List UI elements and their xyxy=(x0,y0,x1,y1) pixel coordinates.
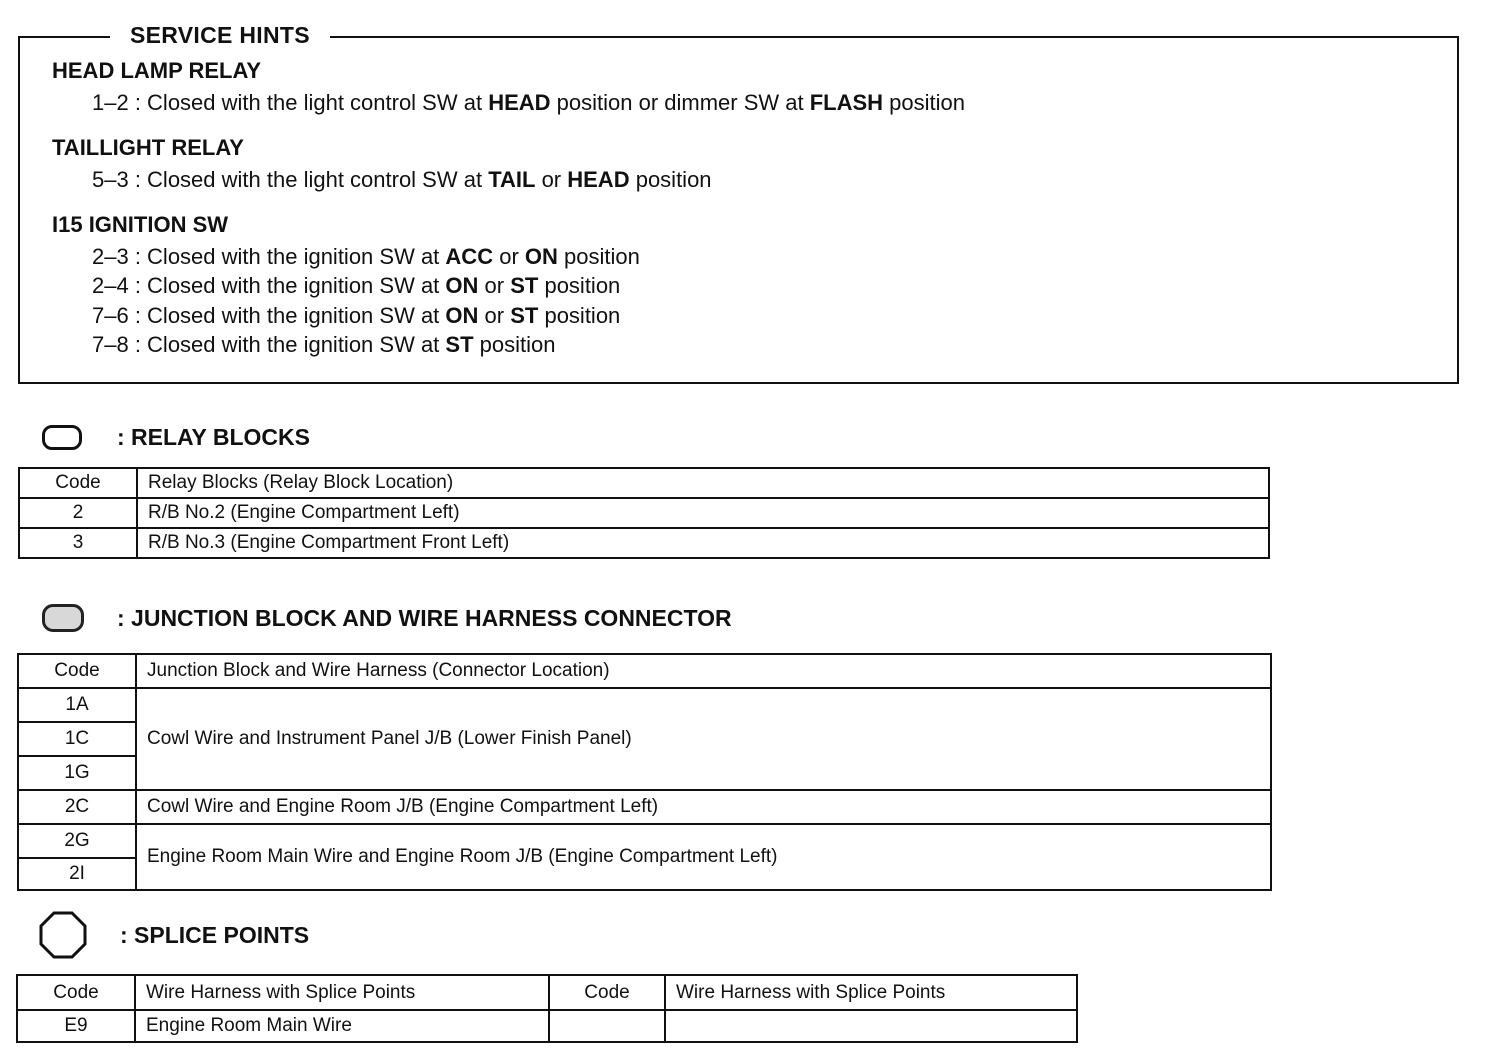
relay-name: HEAD LAMP RELAY xyxy=(52,58,262,83)
row-desc: Cowl Wire and Instrument Panel J/B (Lower Finish Panel) xyxy=(136,688,1271,790)
emphasis-term: ON xyxy=(445,302,479,328)
condition-text: position xyxy=(473,331,556,357)
service-hints-title: SERVICE HINTS xyxy=(110,22,330,49)
condition-text: or xyxy=(493,244,525,269)
row-code: 2I xyxy=(18,858,136,890)
row-code: 1G xyxy=(18,756,136,790)
condition-text: position xyxy=(538,302,621,328)
row-code: 1C xyxy=(18,722,136,756)
table-row xyxy=(18,824,1271,858)
row-code: 2 xyxy=(19,498,137,528)
row-desc: Cowl Wire and Engine Room J/B (Engine Compartment Left) xyxy=(136,790,1271,824)
row-code: 1A xyxy=(18,688,136,722)
condition-text: or xyxy=(535,167,568,192)
row-code: 3 xyxy=(19,528,137,558)
relay-name: TAILLIGHT RELAY xyxy=(52,135,244,160)
relay-condition-line xyxy=(92,303,620,329)
row-desc: R/B No.3 (Engine Compartment Front Left) xyxy=(137,528,1269,558)
condition-text: position xyxy=(629,167,712,192)
relay-blocks-heading xyxy=(42,415,310,459)
relay-condition-line xyxy=(92,332,556,358)
emphasis-term: ON xyxy=(524,244,558,269)
header-code: Code xyxy=(17,975,135,1010)
table-row xyxy=(18,688,1271,722)
condition-text: 7–6 : Closed with the ignition SW at xyxy=(92,302,446,328)
header-code: Code xyxy=(549,975,665,1010)
table-header-row xyxy=(17,975,1077,1010)
junction-block-symbol-icon xyxy=(42,604,84,632)
relay-condition-line xyxy=(92,90,965,116)
row-desc: R/B No.2 (Engine Compartment Left) xyxy=(137,498,1269,528)
junction-blocks-heading xyxy=(42,596,732,640)
row-code: E9 xyxy=(17,1010,135,1042)
splice-points-heading xyxy=(38,913,309,957)
header-desc: Relay Blocks (Relay Block Location) xyxy=(137,468,1269,498)
emphasis-term: TAIL xyxy=(488,167,536,192)
condition-text: 1–2 : Closed with the light control SW at xyxy=(92,90,489,115)
emphasis-term: HEAD xyxy=(488,90,551,115)
condition-text: 5–3 : Closed with the light control SW at xyxy=(92,167,489,192)
table-row xyxy=(18,790,1271,824)
table-row xyxy=(17,1010,1077,1042)
header-desc: Wire Harness with Splice Points xyxy=(665,975,1077,1010)
condition-text: position xyxy=(557,244,640,269)
splice-points-table xyxy=(16,974,1078,1043)
condition-text: position or dimmer SW at xyxy=(550,90,810,115)
header-code: Code xyxy=(18,654,136,688)
row-code: 2G xyxy=(18,824,136,858)
relay-condition-line xyxy=(92,273,620,299)
emphasis-term: ACC xyxy=(445,244,494,269)
table-header-row xyxy=(18,654,1271,688)
condition-text: or xyxy=(478,273,511,299)
junction-blocks-table xyxy=(17,653,1272,891)
relay-condition-line xyxy=(92,167,712,193)
row-code: 2C xyxy=(18,790,136,824)
row-code xyxy=(549,1010,665,1042)
emphasis-term: FLASH xyxy=(809,90,884,115)
emphasis-term: ST xyxy=(510,302,539,328)
emphasis-term: ST xyxy=(510,273,539,299)
emphasis-term: HEAD xyxy=(567,167,630,192)
condition-text: position xyxy=(883,90,966,115)
row-desc: Engine Room Main Wire xyxy=(135,1010,549,1042)
header-desc: Wire Harness with Splice Points xyxy=(135,975,549,1010)
emphasis-term: ST xyxy=(445,331,474,357)
splice-points-title: : SPLICE POINTS xyxy=(120,921,310,948)
condition-text: 2–4 : Closed with the ignition SW at xyxy=(92,273,446,299)
relay-blocks-title: : RELAY BLOCKS xyxy=(117,423,310,450)
junction-blocks-title: : JUNCTION BLOCK AND WIRE HARNESS CONNECTOR xyxy=(117,604,732,631)
row-desc: Engine Room Main Wire and Engine Room J/B (Engine Compartment Left) xyxy=(136,824,1271,890)
relay-block-symbol-icon xyxy=(42,425,82,450)
table-header-row xyxy=(19,468,1269,498)
condition-text: 2–3 : Closed with the ignition SW at xyxy=(92,244,446,269)
header-desc: Junction Block and Wire Harness (Connector Location) xyxy=(136,654,1271,688)
row-desc xyxy=(665,1010,1077,1042)
condition-text: 7–8 : Closed with the ignition SW at xyxy=(92,331,446,357)
relay-name: I15 IGNITION SW xyxy=(52,212,229,237)
table-row xyxy=(19,498,1269,528)
relay-condition-line xyxy=(92,244,640,270)
condition-text: position xyxy=(538,273,621,299)
relay-blocks-table xyxy=(18,467,1270,559)
emphasis-term: ON xyxy=(445,273,479,299)
table-row xyxy=(19,528,1269,558)
header-code: Code xyxy=(19,468,137,498)
splice-point-octagon-icon xyxy=(38,910,88,960)
condition-text: or xyxy=(478,302,511,328)
